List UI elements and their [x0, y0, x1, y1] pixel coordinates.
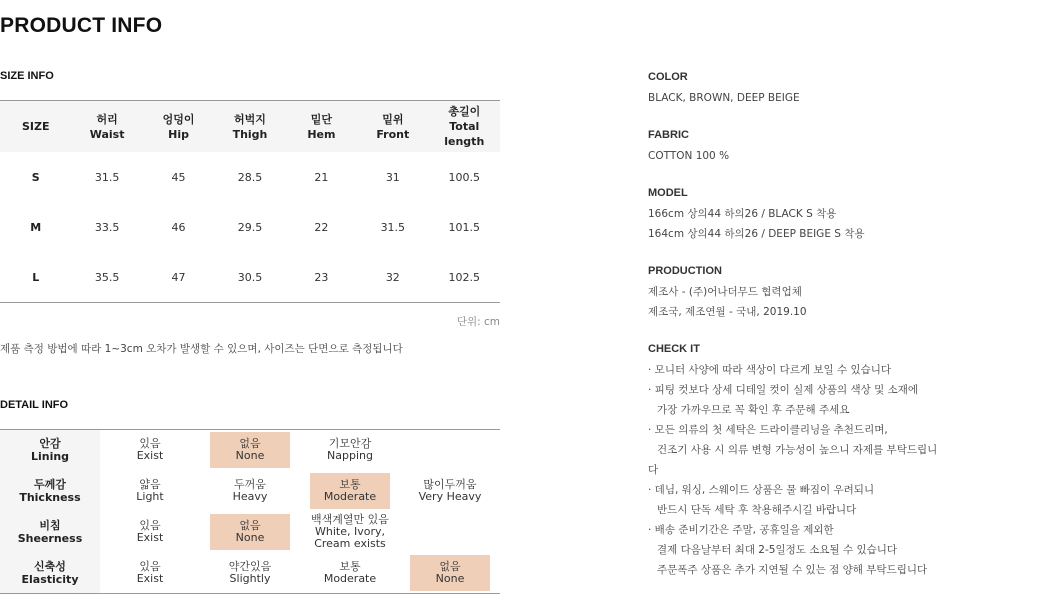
size-cell-label: M: [30, 220, 42, 234]
size-cell: 22: [314, 220, 329, 234]
detail-row-elasticity: [0, 553, 500, 594]
detail-label-en: Elasticity: [21, 572, 79, 586]
page-title: PRODUCT INFO: [0, 14, 163, 37]
detail-option-text: 보통: [339, 478, 361, 491]
header-en: Waist: [89, 127, 125, 141]
detail-option-selected: [410, 555, 490, 591]
size-row-m: [0, 202, 500, 252]
detail-option-text: 있음: [139, 437, 161, 451]
production-block: [648, 264, 1048, 322]
header-en: Hip: [168, 127, 189, 141]
size-cell: 101.5: [448, 220, 481, 234]
detail-option-selected: [210, 514, 290, 550]
detail-option-text: 있음: [139, 559, 161, 573]
detail-option-text: Light: [136, 490, 164, 503]
check-it-line: 다: [648, 464, 659, 476]
size-header-waist: [71, 101, 142, 153]
check-it-block: [648, 342, 1048, 580]
check-it-line: 반드시 단독 세탁 후 착용해주시길 바랍니다: [657, 504, 857, 516]
check-it-line: · 피팅 컷보다 상세 디테일 컷이 실제 상품의 색상 및 소재에: [648, 384, 919, 396]
fabric-label: FABRIC: [648, 129, 689, 141]
check-it-list: [648, 360, 1048, 580]
detail-option-text: Very Heavy: [418, 490, 482, 503]
size-header-thigh: [214, 101, 285, 153]
color-label: COLOR: [648, 71, 688, 83]
detail-option-text: Napping: [327, 449, 373, 463]
production-label: PRODUCTION: [648, 265, 722, 277]
size-table: [0, 100, 500, 303]
detail-option-selected: [210, 432, 290, 468]
detail-option: [310, 432, 390, 468]
detail-option-cell: [400, 553, 500, 594]
detail-option-text: White, Ivory,: [315, 525, 385, 538]
measurement-note: 제품 측정 방법에 따라 1~3cm 오차가 발생할 수 있으며, 사이즈는 단면으로 측정됩니다: [0, 343, 403, 355]
fabric-value: COTTON 100 %: [648, 150, 730, 162]
header-en: Thigh: [232, 127, 268, 141]
detail-row-lining: [0, 430, 500, 471]
detail-option: [110, 514, 190, 550]
detail-option-text: Exist: [136, 531, 164, 544]
detail-row-sheerness: [0, 512, 500, 553]
detail-row-label: [0, 553, 100, 594]
detail-option-text: 없음: [439, 559, 461, 573]
detail-option-text: Moderate: [323, 571, 377, 585]
detail-option-text: 백색계열만 있음: [311, 513, 389, 526]
detail-label-en: Sheerness: [17, 532, 83, 545]
check-it-line: · 배송 준비기간은 주말, 공휴일을 제외한: [648, 524, 834, 536]
size-table-header-row: [0, 101, 500, 153]
production-value: 제조국, 제조연월 - 국내, 2019.10: [648, 306, 807, 318]
detail-option-text: None: [235, 449, 265, 463]
detail-table: [0, 429, 500, 594]
size-cell-label: S: [31, 170, 40, 184]
size-row-l: [0, 252, 500, 303]
check-it-label: CHECK IT: [648, 343, 700, 355]
size-header-total-length: [429, 101, 500, 153]
detail-option-cell: [200, 512, 300, 553]
header-en: Hem: [307, 127, 336, 141]
detail-option-cell: [300, 471, 400, 512]
detail-label-ko: 안감: [39, 437, 61, 451]
check-it-line: · 모든 의류의 첫 세탁은 드라이클리닝을 추천드리며,: [648, 424, 888, 436]
check-it-line: · 모니터 사양에 따라 색상이 다르게 보일 수 있습니다: [648, 364, 892, 376]
detail-option-selected: [310, 473, 390, 509]
size-header-hip: [143, 101, 214, 153]
size-cell: 100.5: [448, 170, 481, 184]
model-label: MODEL: [648, 187, 688, 199]
detail-row-label: [0, 471, 100, 512]
detail-option: [110, 555, 190, 591]
detail-option-text: None: [235, 531, 265, 544]
size-cell: 102.5: [429, 252, 500, 303]
size-cell: 31: [385, 170, 400, 184]
model-block: [648, 186, 1048, 244]
detail-option-text: 두꺼움: [234, 478, 266, 491]
detail-option-text: Cream exists: [314, 537, 386, 550]
detail-label-en: Thickness: [19, 491, 81, 504]
size-header-label: SIZE: [21, 120, 50, 133]
size-cell: 31.5: [94, 170, 120, 184]
detail-row-label: [0, 512, 100, 553]
detail-option-text: 보통: [339, 559, 361, 573]
model-value: 164cm 상의44 하의26 / DEEP BEIGE S 착용: [648, 228, 865, 240]
detail-option-text: 약간있음: [228, 559, 272, 573]
detail-option-cell: [400, 471, 500, 512]
detail-option: [210, 555, 290, 591]
size-cell: 45: [171, 170, 186, 184]
size-cell: 33.5: [94, 220, 120, 234]
header-ko: 밑단: [310, 112, 333, 126]
detail-option: [210, 473, 290, 509]
detail-option-text: Exist: [136, 571, 164, 585]
detail-row-label: [0, 430, 100, 471]
header-en: Front: [376, 127, 410, 141]
detail-option: [310, 555, 390, 591]
detail-row-thickness: [0, 471, 500, 512]
size-cell: 30.5: [214, 252, 285, 303]
header-ko: 허리: [96, 112, 118, 126]
detail-option-text: 기모안감: [328, 437, 372, 451]
detail-option: [410, 432, 490, 468]
detail-option-cell: [400, 512, 500, 553]
size-cell: 47: [143, 252, 214, 303]
size-cell: 21: [314, 170, 329, 184]
detail-option: [310, 514, 390, 550]
size-header-front: [357, 101, 428, 153]
detail-option: [110, 432, 190, 468]
size-cell: 29.5: [237, 220, 263, 234]
detail-option: [110, 473, 190, 509]
size-row-s: [0, 152, 500, 202]
detail-option-text: Exist: [136, 449, 164, 463]
detail-info-title: DETAIL INFO: [0, 399, 69, 411]
unit-label: 단위: cm: [456, 316, 500, 328]
model-value: 166cm 상의44 하의26 / BLACK S 착용: [648, 208, 837, 220]
size-cell: 23: [286, 252, 357, 303]
detail-option-text: Moderate: [323, 490, 377, 503]
detail-option-text: None: [435, 571, 465, 585]
detail-option: [410, 514, 490, 550]
detail-option-cell: [100, 430, 200, 471]
detail-label-ko: 비침: [39, 519, 61, 532]
color-block: [648, 70, 1048, 108]
size-header-hem: [286, 101, 357, 153]
fabric-block: [648, 128, 1048, 166]
detail-option-text: 많이두꺼움: [423, 478, 477, 491]
size-cell: 32: [357, 252, 428, 303]
detail-label-ko: 두께감: [34, 478, 66, 491]
detail-label-ko: 신축성: [34, 559, 66, 573]
header-ko: 엉덩이: [162, 112, 195, 126]
check-it-line: 주문폭주 상품은 추가 지연될 수 있는 점 양해 부탁드립니다: [657, 564, 928, 576]
size-cell: 35.5: [71, 252, 142, 303]
detail-option-cell: [100, 512, 200, 553]
check-it-line: 가장 가까우므로 꼭 확인 후 주문해 주세요: [657, 404, 850, 416]
check-it-line: 건조기 사용 시 의류 변형 가능성이 높으니 자제를 부탁드립니: [657, 444, 938, 456]
detail-label-en: Lining: [30, 450, 70, 464]
detail-option-text: Heavy: [232, 490, 268, 503]
header-en: Total length: [444, 120, 485, 148]
color-value: BLACK, BROWN, DEEP BEIGE: [648, 92, 800, 104]
size-cell: 28.5: [237, 170, 263, 184]
detail-option-text: 없음: [239, 519, 261, 532]
detail-option-cell: [200, 553, 300, 594]
header-ko: 밑위: [382, 112, 404, 126]
detail-option: [410, 473, 490, 509]
header-ko: 총길이: [448, 105, 481, 118]
detail-option-text: 있음: [139, 519, 161, 532]
production-value: 제조사 - (주)어나더무드 협력업체: [648, 286, 802, 298]
detail-option-text: 얇음: [139, 478, 161, 491]
header-ko: 허벅지: [234, 112, 266, 126]
detail-option-cell: [200, 471, 300, 512]
detail-option-cell: [400, 430, 500, 471]
detail-option-cell: [300, 512, 400, 553]
detail-option-cell: [200, 430, 300, 471]
detail-option-cell: [100, 471, 200, 512]
size-cell: 31.5: [380, 220, 406, 234]
size-cell-label: L: [0, 252, 71, 303]
check-it-line: 결제 다음날부터 최대 2-5일정도 소요될 수 있습니다: [657, 544, 898, 556]
check-it-line: · 데님, 워싱, 스웨이드 상품은 물 빠짐이 우려되니: [648, 484, 875, 496]
detail-option-text: Slightly: [229, 571, 271, 585]
size-cell: 46: [171, 220, 186, 234]
size-info-title: SIZE INFO: [0, 70, 54, 82]
product-info-panel: [648, 70, 1048, 600]
detail-option-cell: [300, 553, 400, 594]
size-header-size: [0, 101, 71, 153]
detail-option-cell: [100, 553, 200, 594]
detail-option-cell: [300, 430, 400, 471]
detail-option-text: 없음: [239, 437, 261, 451]
